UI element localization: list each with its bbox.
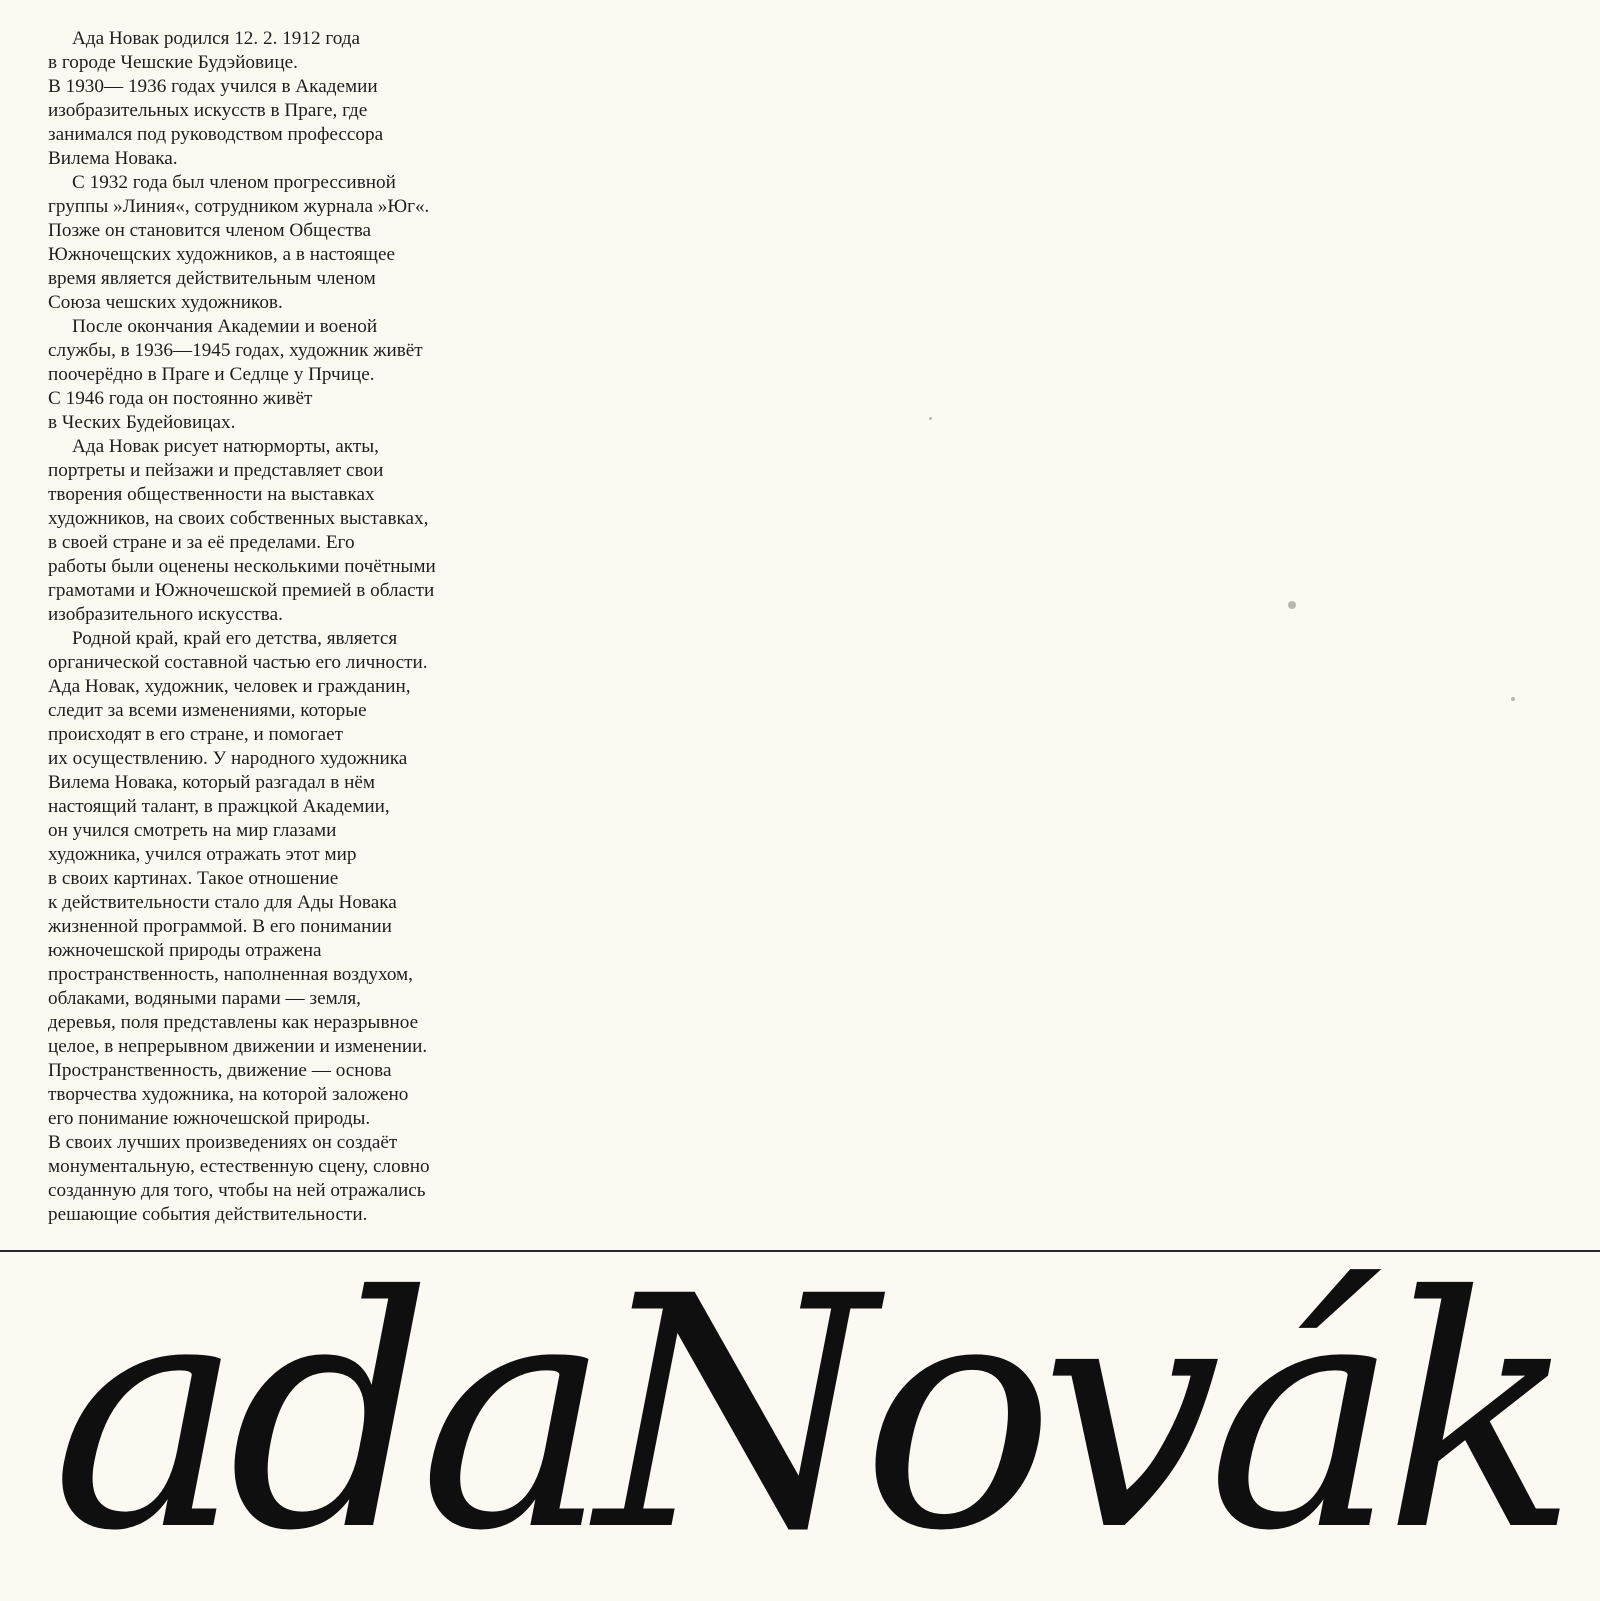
bio-line: поочерёдно в Праге и Седлце у Прчице. [48,364,375,385]
bio-line: к действительности стало для Ады Новака [48,892,397,913]
bio-line: Пространственность, движение — основа [48,1060,392,1081]
bio-line: После окончания Академии и военой [72,316,378,337]
bio-line: органической составной частью его личности. [48,652,428,673]
paper-speck [929,417,932,420]
bio-line: В своих лучших произведениях он создаёт [48,1132,398,1153]
paper-speck [1511,697,1515,701]
paper-speck [1288,601,1296,609]
bio-line: в своей стране и за её пределами. Его [48,532,355,553]
bio-line: следит за всеми изменениями, которые [48,700,367,721]
bio-line: созданную для того, чтобы на ней отражались [48,1180,426,1201]
bio-line: творчества художника, на которой заложено [48,1084,409,1105]
bio-line: С 1932 года был членом прогрессивной [72,172,396,193]
bio-line: Вилема Новака. [48,148,178,169]
bio-line: службы, в 1936—1945 годах, художник живёт [48,340,423,361]
bio-line: происходят в его стране, и помогает [48,724,344,745]
bio-line: монументальную, естественную сцену, словно [48,1156,430,1177]
bio-line: группы »Линия«, сотрудником журнала »Юг«. [48,196,430,217]
bio-line: он учился смотреть на мир глазами [48,820,337,841]
bio-line: грамотами и Южночешской премией в области [48,580,435,601]
bio-line: в городе Чешские Будэйовице. [48,52,298,73]
bio-line: Родной край, край его детства, является [72,628,398,649]
bio-line: изобразительных искусств в Праге, где [48,100,368,121]
bio-line: в Ческих Будейовицах. [48,412,236,433]
bio-line: их осуществлению. У народного художника [48,748,408,769]
bio-line: облаками, водяными парами — земля, [48,988,361,1009]
bio-line: художника, учился отражать этот мир [48,844,357,865]
bio-line: Ада Новак, художник, человек и гражданин, [48,676,411,697]
bio-line: занимался под руководством профессора [48,124,384,145]
bio-line: в своих картинах. Такое отношение [48,868,339,889]
bio-line: Вилема Новака, который разгадал в нём [48,772,376,793]
bio-line: Ада Новак родился 12. 2. 1912 года [72,28,361,49]
bio-line: В 1930— 1936 годах учился в Академии [48,76,378,97]
bio-line: жизненной программой. В его понимании [48,916,392,937]
bio-line: южночешской природы отражена [48,940,322,961]
bio-line: целое, в непрерывном движении и изменении. [48,1036,428,1057]
artist-name-title: adaNovák [51,1229,1564,1601]
bio-line: художников, на своих собственных выставках, [48,508,429,529]
bio-line: настоящий талант, в пражцкой Академии, [48,796,390,817]
bio-line: решающие события действительности. [48,1204,368,1225]
bio-line: пространственность, наполненная воздухом, [48,964,413,985]
bio-line: Позже он становится членом Общества [48,220,372,241]
bio-line: Ада Новак рисует натюрморты, акты, [72,436,379,457]
bio-line: С 1946 года он постоянно живёт [48,388,313,409]
bio-line: Союза чешских художников. [48,292,283,313]
bio-line: творения общественности на выставках [48,484,375,505]
bio-line: работы были оценены несколькими почётными [48,556,436,577]
bio-line: время является действительным членом [48,268,376,289]
bio-line: его понимание южночешской природы. [48,1108,371,1129]
bio-line: деревья, поля представлены как неразрывное [48,1012,419,1033]
bio-line: Южночещских художников, а в настоящее [48,244,395,265]
biography-text [48,27,548,1227]
bio-line: изобразительного искусства. [48,604,283,625]
bio-line: портреты и пейзажи и представляет свои [48,460,384,481]
